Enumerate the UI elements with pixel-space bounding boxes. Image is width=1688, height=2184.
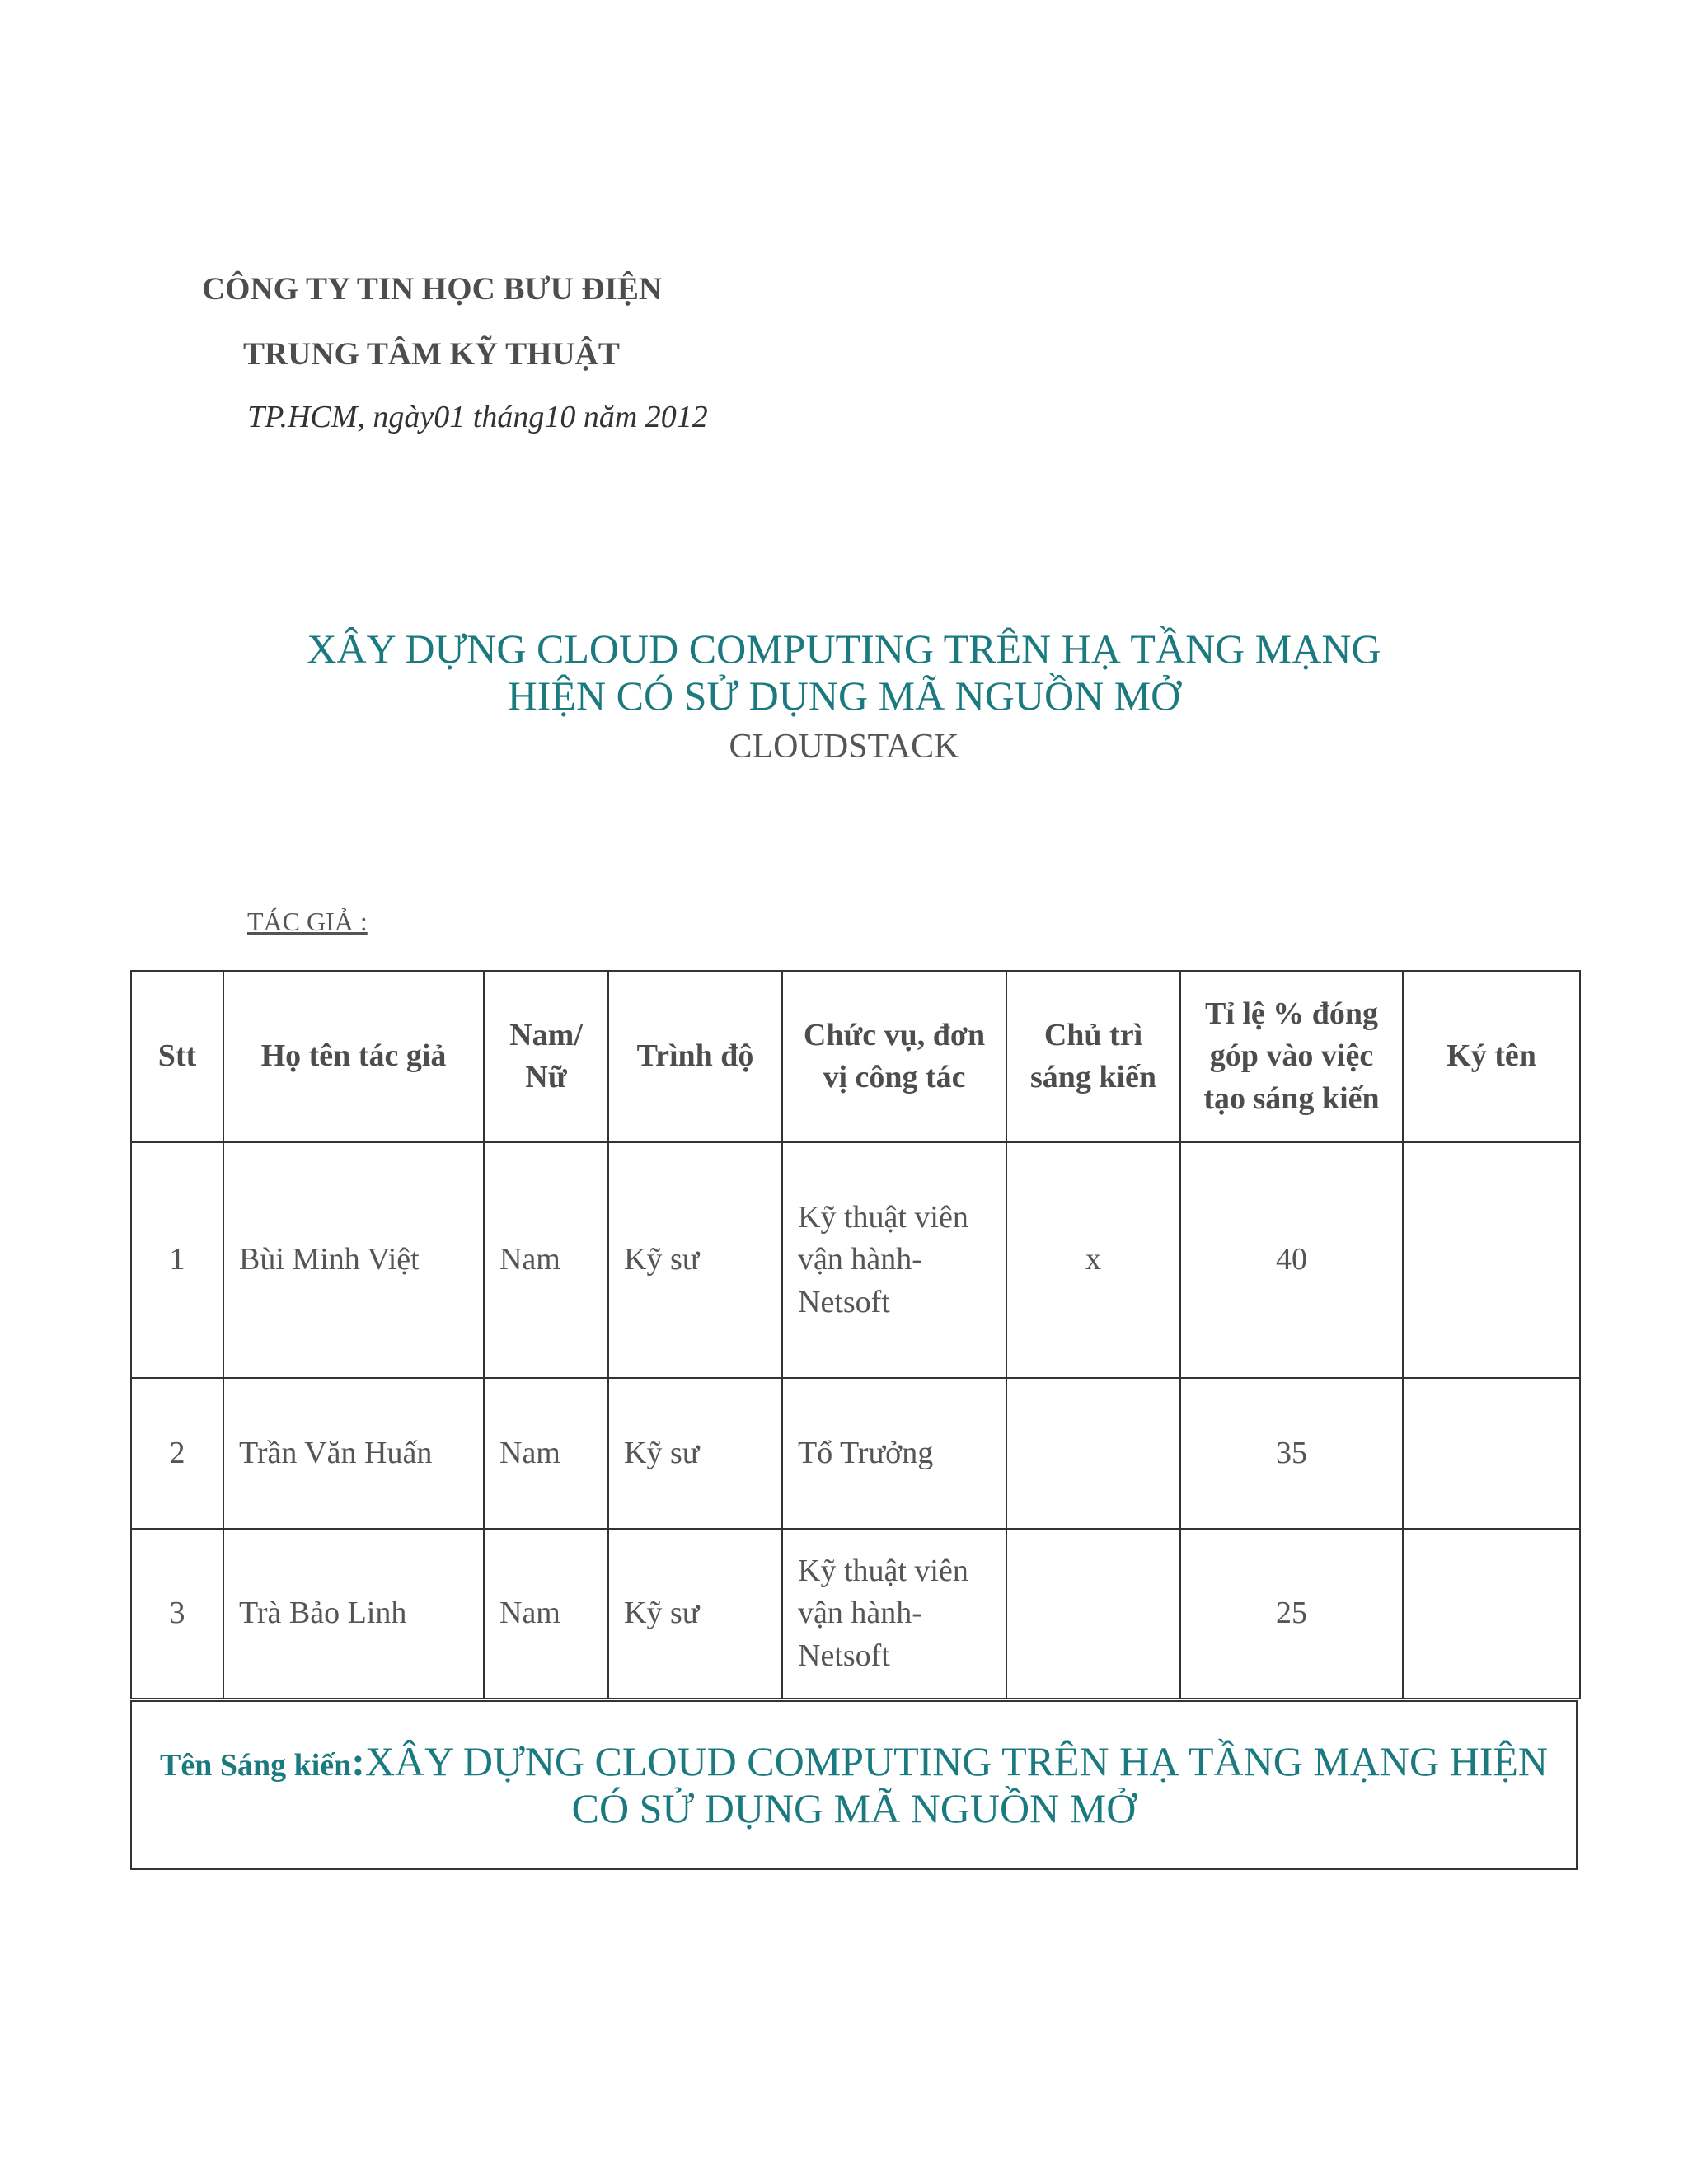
- cell-signature: [1403, 1142, 1580, 1378]
- header-signature: Ký tên: [1403, 971, 1580, 1142]
- document-date: TP.HCM, ngày01 tháng10 năm 2012: [247, 400, 708, 434]
- innovation-text: [132, 1738, 1576, 1833]
- cell-gender: Nam: [484, 1529, 608, 1699]
- cell-contribution: 35: [1180, 1378, 1403, 1529]
- cell-stt: 2: [131, 1378, 223, 1529]
- cell-contribution: 40: [1180, 1142, 1403, 1378]
- header-gender: Nam/ Nữ: [484, 971, 608, 1142]
- authors-label: TÁC GIẢ :: [247, 907, 368, 936]
- table-row: [131, 1529, 1580, 1699]
- table-row: [131, 1142, 1580, 1378]
- document-title-line-2: HIỆN CÓ SỬ DỤNG MÃ NGUỒN MỞ: [507, 673, 1181, 719]
- cell-position: Kỹ thuật viên vận hành-Netsoft: [782, 1142, 1006, 1378]
- header-contribution: Tỉ lệ % đóng góp vào việc tạo sáng kiến: [1180, 971, 1403, 1142]
- cell-qualification: Kỹ sư: [608, 1142, 782, 1378]
- innovation-colon: :: [351, 1737, 365, 1784]
- authors-table: [130, 970, 1581, 1699]
- table-header-row: [131, 971, 1580, 1142]
- cell-position: Kỹ thuật viên vận hành-Netsoft: [782, 1529, 1006, 1699]
- header-author-name: Họ tên tác giả: [223, 971, 484, 1142]
- header-lead: Chủ trì sáng kiến: [1006, 971, 1180, 1142]
- cell-lead: x: [1006, 1142, 1180, 1378]
- cell-position: Tổ Trưởng: [782, 1378, 1006, 1529]
- innovation-name: XÂY DỰNG CLOUD COMPUTING TRÊN HẠ TẦNG MẠNG HIỆN CÓ SỬ DỤNG MÃ NGUỒN MỞ: [364, 1737, 1549, 1831]
- company-name: CÔNG TY TIN HỌC BƯU ĐIỆN: [202, 271, 662, 307]
- cell-author-name: Trần Văn Huấn: [223, 1378, 484, 1529]
- cell-qualification: Kỹ sư: [608, 1378, 782, 1529]
- header-qualification: Trình độ: [608, 971, 782, 1142]
- cell-gender: Nam: [484, 1142, 608, 1378]
- table-row: [131, 1378, 1580, 1529]
- document-subtitle: CLOUDSTACK: [729, 728, 959, 766]
- cell-signature: [1403, 1378, 1580, 1529]
- header-stt: Stt: [131, 971, 223, 1142]
- cell-lead: [1006, 1378, 1180, 1529]
- cell-gender: Nam: [484, 1378, 608, 1529]
- cell-lead: [1006, 1529, 1180, 1699]
- cell-stt: 1: [131, 1142, 223, 1378]
- center-name: TRUNG TÂM KỸ THUẬT: [243, 336, 620, 372]
- cell-author-name: Trà Bảo Linh: [223, 1529, 484, 1699]
- cell-stt: 3: [131, 1529, 223, 1699]
- cell-author-name: Bùi Minh Việt: [223, 1142, 484, 1378]
- cell-signature: [1403, 1529, 1580, 1699]
- header-position: Chức vụ, đơn vị công tác: [782, 971, 1006, 1142]
- innovation-label: Tên Sáng kiến: [159, 1747, 352, 1783]
- cell-qualification: Kỹ sư: [608, 1529, 782, 1699]
- cell-contribution: 25: [1180, 1529, 1403, 1699]
- document-title-line-1: XÂY DỰNG CLOUD COMPUTING TRÊN HẠ TẦNG MẠNG: [307, 626, 1381, 672]
- innovation-name-box: [130, 1700, 1578, 1870]
